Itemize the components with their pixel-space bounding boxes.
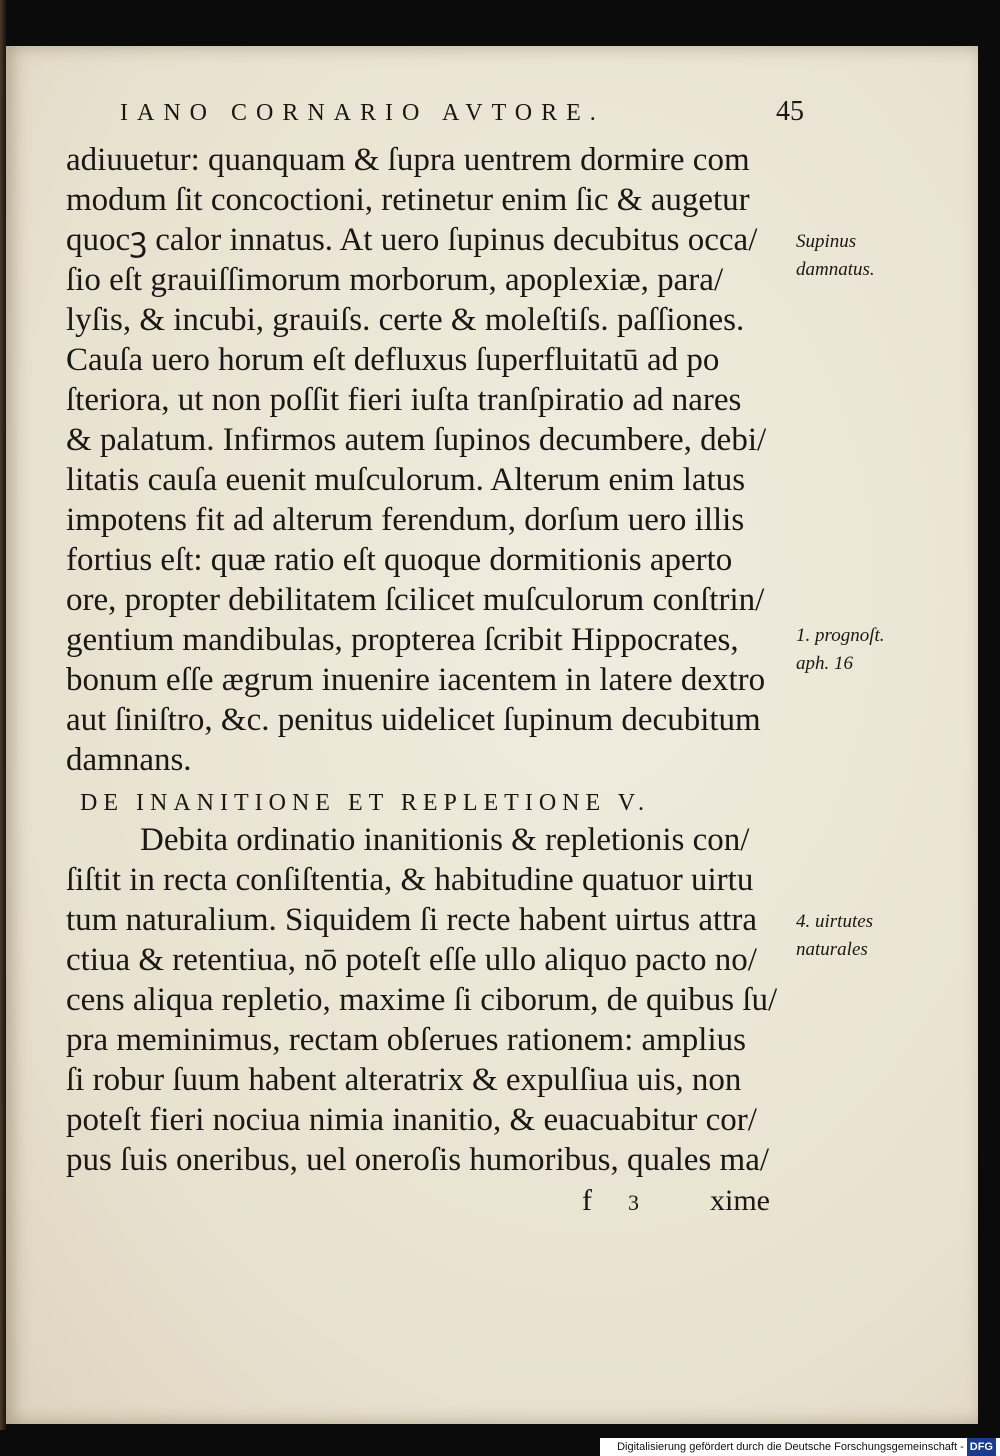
text-line: adiuuetur: quanquam & ſupra uentrem dormire com [66,142,750,178]
text-line: pra meminimus, rectam obſerues rationem: amplius [66,1022,746,1058]
text-line: ſi robur ſuum habent alteratrix & expulſiua uis, non [66,1062,742,1098]
signature-number: 3 [628,1190,639,1215]
text-line: aut ſiniſtro, &c. penitus uidelicet ſupinum decubitum [66,702,761,738]
running-head: IANO CORNARIO AVTORE. [120,100,605,126]
text-line: impotens fit ad alterum ferendum, dorſum uero illis [66,502,745,538]
text-line: ore, propter debilitatem ſcilicet muſculorum conſtrin/ [66,582,765,618]
marginal-note-line: 1. prognoſt. [796,625,885,646]
text-line: bonum eſſe ægrum inuenire iacentem in latere dextro [66,662,766,698]
marginal-note-supinus [796,228,966,284]
text-line: poteſt fieri nociua nimia inanitio, & euacuabitur cor/ [66,1102,757,1138]
marginal-note-line: naturales [796,939,868,960]
text-line: litatis cauſa euenit muſculorum. Alterum enim latus [66,462,746,498]
marginal-note-line: damnatus. [796,259,875,280]
text-line: fortius eſt: quæ ratio eſt quoque dormitionis aperto [66,542,733,578]
marginal-note-line: 4. uirtutes [796,911,874,932]
text-line: damnans. [66,742,192,778]
marginal-note-uirtutes [796,908,966,964]
text-line: cens aliqua repletio, maxime ſi ciborum, de quibus ſu/ [66,982,778,1018]
catchword: xime [710,1184,770,1217]
text-line: quocꝫ calor innatus. At uero ſupinus decubitus occa/ [66,222,758,258]
marginal-note-line: aph. 16 [796,653,853,674]
text-line: lyſis, & incubi, grauiſs. certe & moleſtiſs. paſſiones. [66,302,745,338]
text-line: ſiſtit in recta conſiſtentia, & habitudine quatuor uirtu [66,862,754,898]
marginal-note-line: Supinus [796,231,857,252]
text-line: & palatum. Infirmos autem ſupinos decumbere, debi/ [66,422,767,458]
text-line: modum ſit concoctioni, retinetur enim ſic & augetur [66,182,750,218]
section-heading: DE INANITIONE ET REPLETIONE V. [80,790,650,816]
text-line: tum naturalium. Siquidem ſi recte habent uirtus attra [66,902,757,938]
footer-credit-text: Digitalisierung gefördert durch die Deutsche Forschungsgemeinschaft - [617,1441,964,1453]
marginal-note-prognost [796,622,966,678]
text-line: Debita ordinatio inanitionis & repletionis con/ [140,822,750,858]
text-line: gentium mandibulas, propterea ſcribit Hippocrates, [66,622,739,658]
text-line: Cauſa uero horum eſt defluxus ſuperfluitatū ad po [66,342,720,378]
dfg-logo: DFG [967,1438,996,1456]
text-line: ctiua & retentiua, nō poteſt eſſe ullo aliquo pacto no/ [66,942,757,978]
page-number: 45 [776,96,804,127]
text-line: pus ſuis oneribus, uel oneroſis humoribus, quales ma/ [66,1142,770,1178]
text-line: ſteriora, ut non poſſit fieri iuſta tranſpiratio ad nares [66,382,742,418]
text-line: ſio eſt grauiſſimorum morborum, apoplexiæ, para/ [66,262,724,298]
signature-mark: f [582,1184,592,1217]
digitization-footer [600,1438,1000,1456]
